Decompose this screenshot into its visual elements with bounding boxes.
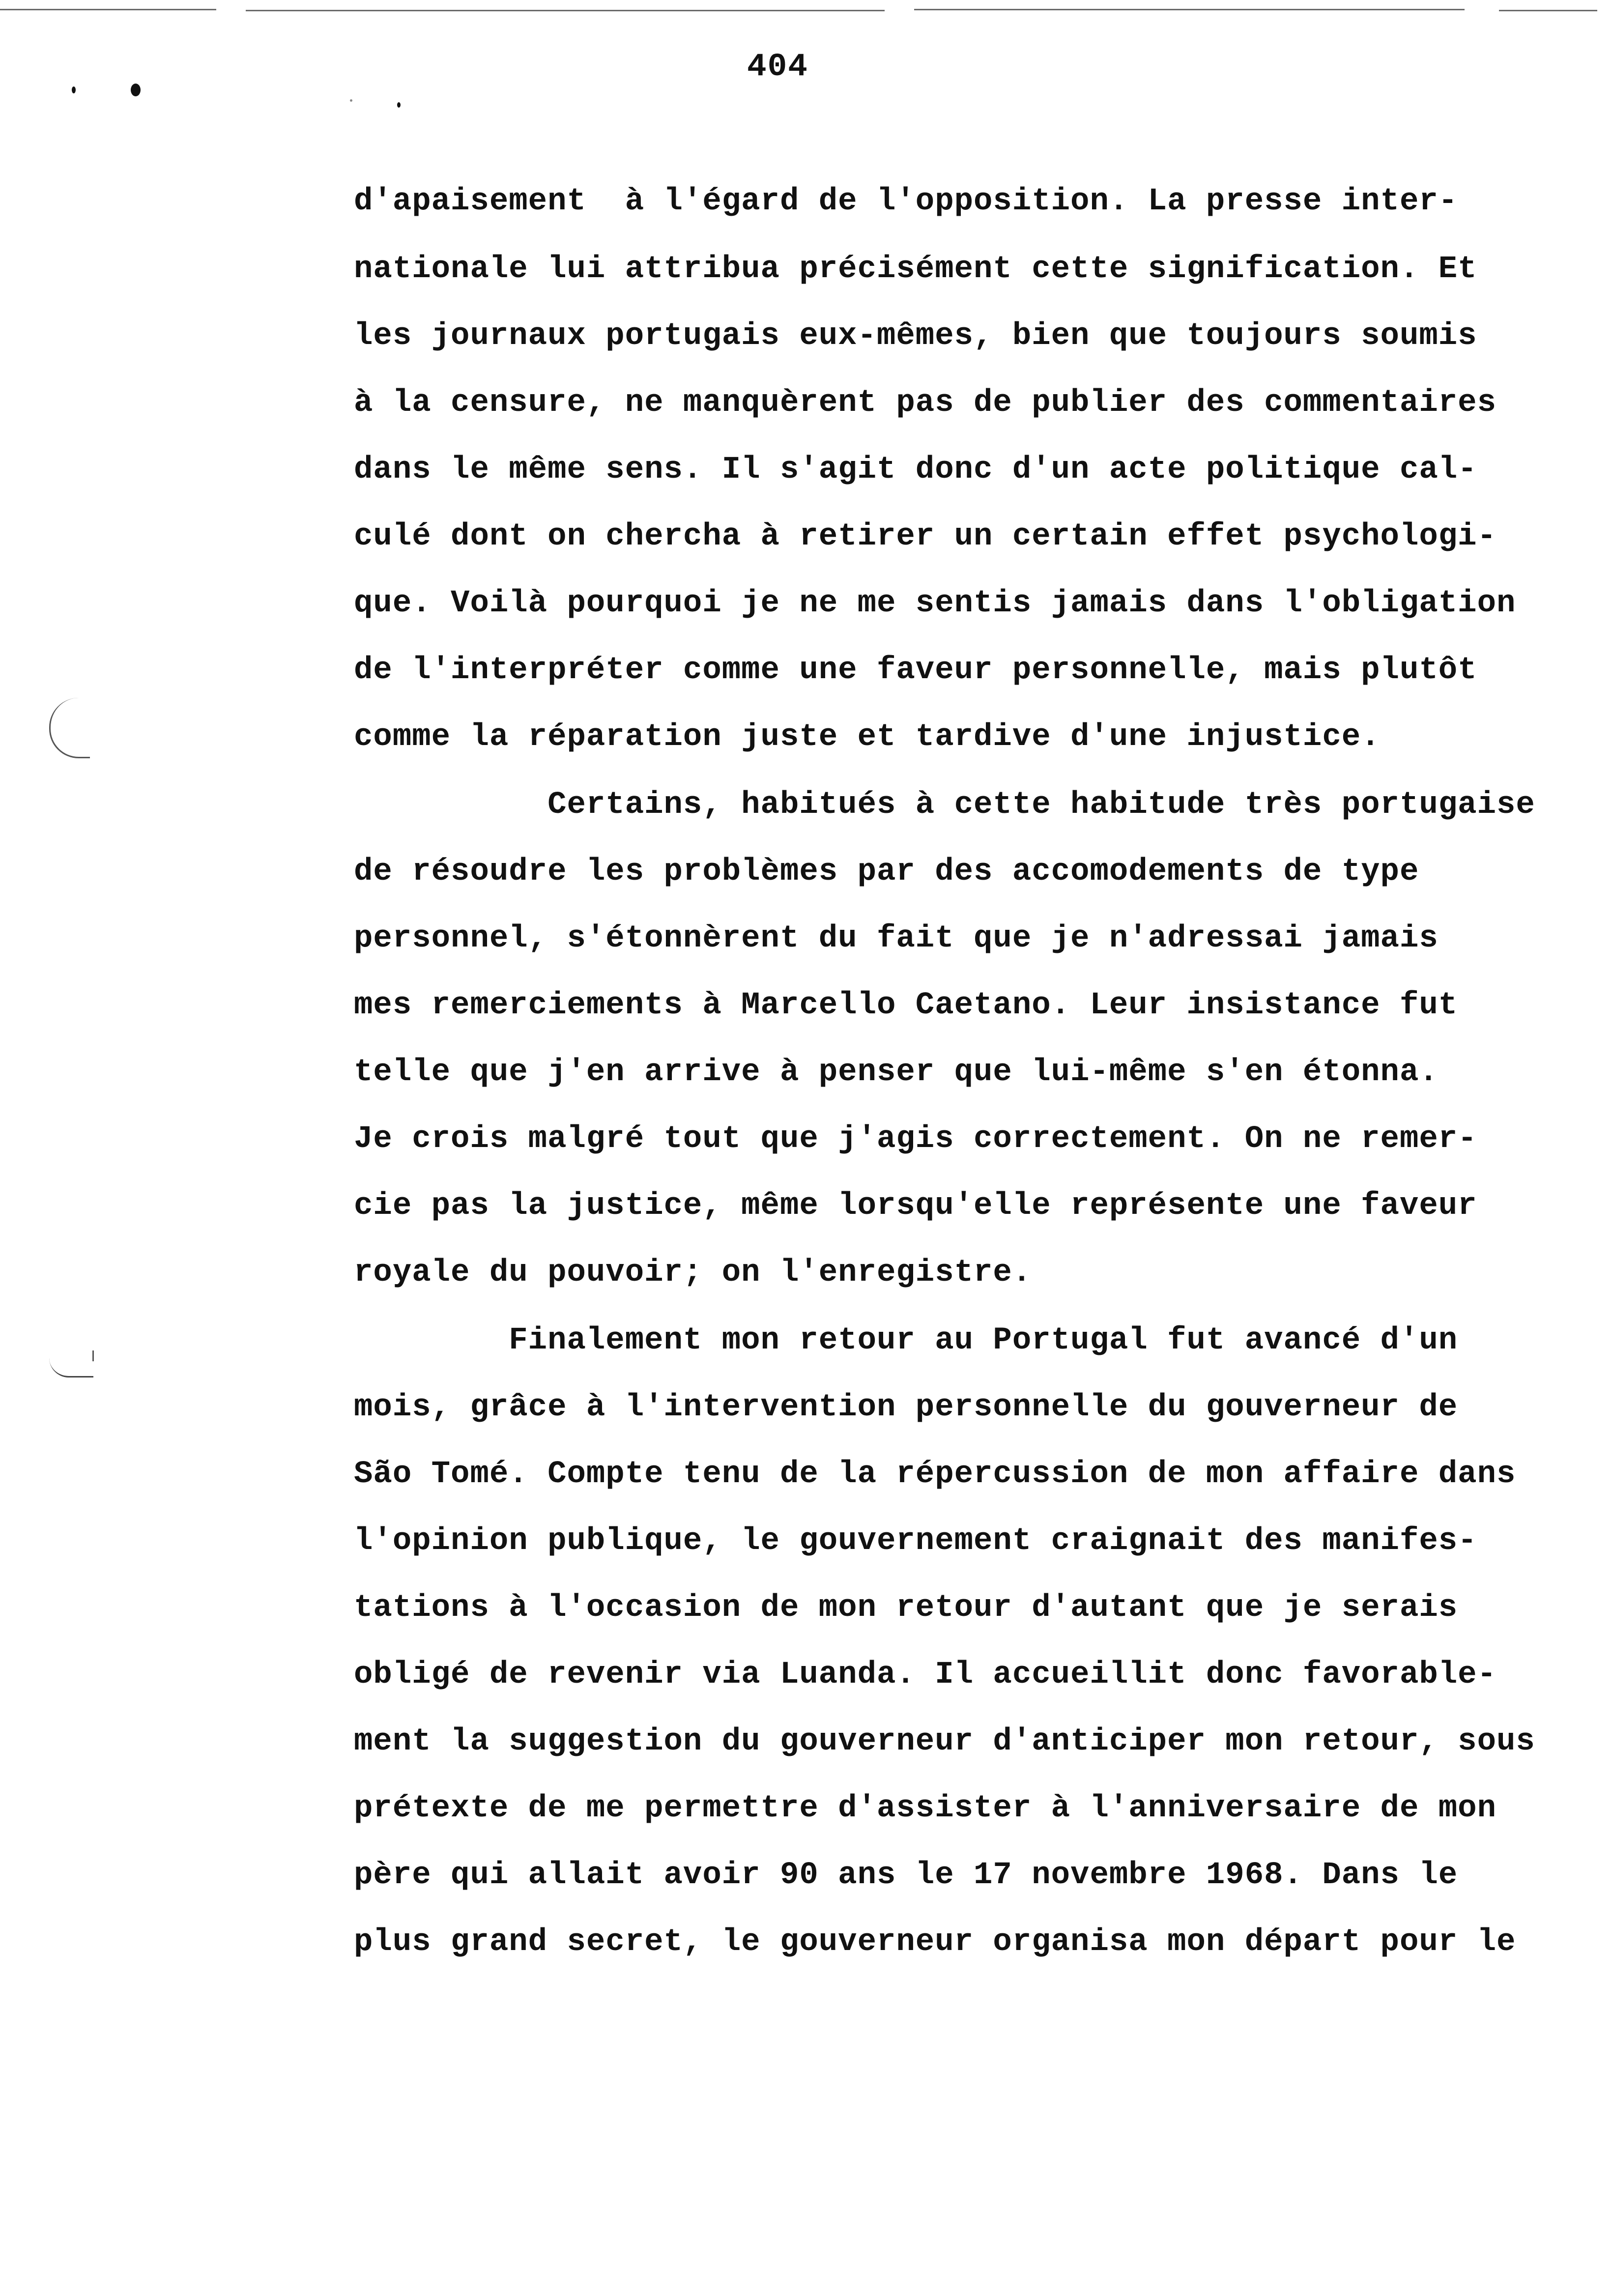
text-line: mois, grâce à l'intervention personnelle du gouverneur de	[354, 1390, 1458, 1425]
text-line: obligé de revenir via Luanda. Il accueillit donc favorable-	[354, 1657, 1497, 1693]
text-line: père qui allait avoir 90 ans le 17 novembre 1968. Dans le	[354, 1858, 1458, 1893]
text-line: comme la réparation juste et tardive d'une injustice.	[354, 719, 1381, 755]
text-line: les journaux portugais eux-mêmes, bien que toujours soumis	[354, 318, 1477, 354]
text-line: culé dont on chercha à retirer un certain effet psychologi-	[354, 519, 1497, 554]
page-number: 404	[747, 48, 808, 85]
ink-speck	[131, 84, 141, 96]
text-line: tations à l'occasion de mon retour d'autant que je serais	[354, 1590, 1458, 1626]
scan-edge-line	[246, 10, 885, 11]
text-line: à la censure, ne manquèrent pas de publier des commentaires	[354, 385, 1497, 421]
text-line: de résoudre les problèmes par des accomodements de type	[354, 854, 1419, 890]
ink-speck	[72, 86, 76, 93]
text-line: dans le même sens. Il s'agit donc d'un acte politique cal-	[354, 452, 1477, 488]
text-line: plus grand secret, le gouverneur organisa mon départ pour le	[354, 1924, 1516, 1960]
text-line: mes remerciements à Marcello Caetano. Leur insistance fut	[354, 988, 1458, 1023]
text-line: personnel, s'étonnèrent du fait que je n'adressai jamais	[354, 921, 1439, 956]
scan-edge-line	[0, 9, 216, 10]
text-line: l'opinion publique, le gouvernement craignait des manifes-	[354, 1523, 1477, 1559]
text-line: ment la suggestion du gouverneur d'anticiper mon retour, sous	[354, 1724, 1535, 1759]
margin-pencil-mark	[49, 1347, 93, 1378]
text-line: Finalement mon retour au Portugal fut avancé d'un	[354, 1323, 1458, 1358]
text-line: prétexte de me permettre d'assister à l'anniversaire de mon	[354, 1791, 1497, 1826]
ink-speck	[350, 99, 352, 102]
text-line: de l'interpréter comme une faveur personnelle, mais plutôt	[354, 653, 1477, 688]
text-line: royale du pouvoir; on l'enregistre.	[354, 1255, 1032, 1291]
margin-pencil-tick	[92, 1350, 94, 1361]
text-line: d'apaisement à l'égard de l'opposition. La presse inter-	[354, 184, 1458, 219]
ink-speck	[397, 102, 401, 108]
text-line: nationale lui attribua précisément cette signification. Et	[354, 252, 1477, 287]
text-line: Je crois malgré tout que j'agis correctement. On ne remer-	[354, 1121, 1477, 1157]
margin-pencil-mark	[49, 698, 90, 758]
text-line: Certains, habitués à cette habitude très portugaise	[354, 787, 1535, 823]
text-line: São Tomé. Compte tenu de la répercussion de mon affaire dans	[354, 1457, 1516, 1492]
scan-edge-line	[1499, 10, 1597, 11]
text-line: que. Voilà pourquoi je ne me sentis jamais dans l'obligation	[354, 586, 1516, 621]
scan-edge-line	[914, 9, 1465, 10]
text-line: telle que j'en arrive à penser que lui-même s'en étonna.	[354, 1055, 1439, 1090]
text-line: cie pas la justice, même lorsqu'elle représente une faveur	[354, 1188, 1477, 1224]
